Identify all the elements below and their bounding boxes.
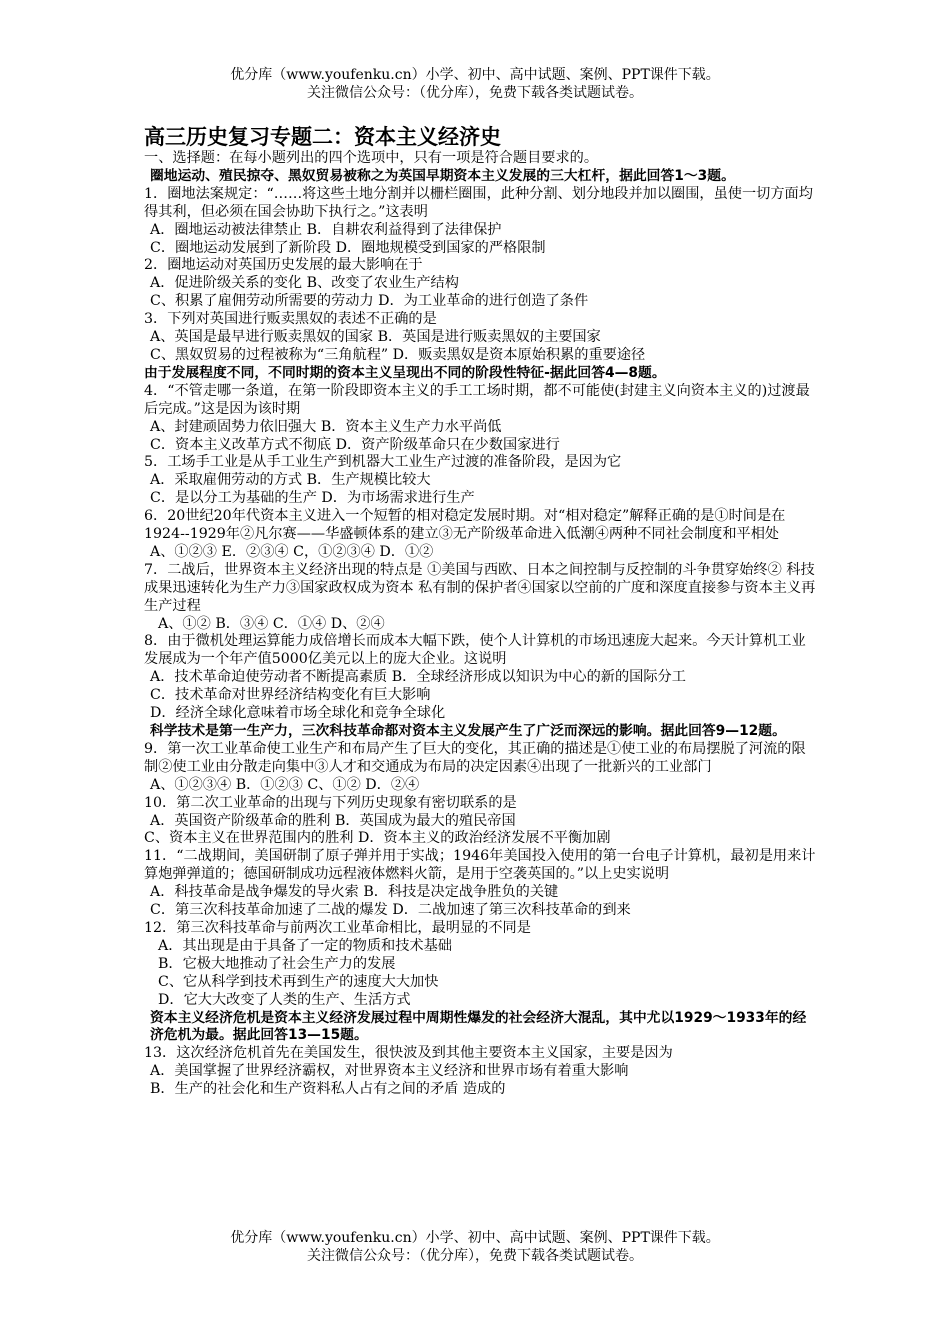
question-13-option-a: A．美国掌握了世界经济霸权，对世界资本主义经济和世界市场有着重大影响 [150,1063,629,1080]
question-9-options: A、①②③④ B．①②③ C、①② D．②④ [150,776,420,793]
question-4: 4．“不管走哪一条道，在第一阶段即资本主义的手工工场时期，都不可能使(封建主义向资本主义的)过渡最后完成。”这是因为该时期 [144,382,810,417]
question-12-option-d: D．它大大改变了人类的生产、生活方式 [158,991,411,1008]
question-7: 7．二战后，世界资本主义经济出现的特点是 ①美国与西欧、日本之间控制与反控制的斗争贯穿始终② 科技成果迅速转化为生产力③国家政权成为资本 私有制的保护者④国家以空前的广度和深度直接参与资本主义再生产过程 [144,561,816,614]
question-12-option-b: B．它极大地推动了社会生产力的发展 [158,955,396,972]
question-10-options-ab: A．英国资产阶级革命的胜利 B．英国成为最大的殖民帝国 [150,812,516,829]
question-3-options-cd: C、黑奴贸易的过程被称为“三角航程” D．贩卖黑奴是资本原始积累的重要途径 [150,346,646,363]
question-4-options-ab: A、封建顽固势力依旧强大 B．资本主义生产力水平尚低 [150,418,502,435]
question-6-options: A、①②③ E．②③④ C，①②③④ D．①② [150,543,434,560]
question-12-option-c: C、它从科学到技术再到生产的速度大大加快 [158,973,439,990]
question-6: 6．20世纪20年代资本主义进入一个短暂的相对稳定发展时期。对“相对稳定”解释正确的是①时间是在1924--1929年②凡尔赛——华盛顿体系的建立③无产阶级革命进入低潮④两种不同社会制度和平相处 [144,508,786,543]
question-1-options-cd: C．圈地运动发展到了新阶段 D．圈地规模受到国家的严格限制 [150,239,546,256]
question-2-options-cd: C、积累了雇佣劳动所需要的劳动力 D．为工业革命的进行创造了条件 [150,293,589,310]
question-11-options-ab: A．科技革命是战争爆发的导火索 B．科技是决定战争胜负的关键 [150,884,559,901]
question-11-options-cd: C．第三次科技革命加速了二战的爆发 D．二战加速了第三次科技革命的到来 [150,902,631,919]
question-9: 9．第一次工业革命使工业生产和布局产生了巨大的变化，其正确的描述是①使工业的布局摆脱了河流的限制②使工业由分散走向集中③人才和交通成为布局的决定因素④出现了一批新兴的工业部门 [144,740,806,775]
question-2: 2．圈地运动对英国历史发展的最大影响在于 [144,257,423,274]
question-13: 13．这次经济危机首先在美国发生，很快波及到其他主要资本主义国家，主要是因为 [144,1045,673,1062]
question-8: 8．由于微机处理运算能力成倍增长而成本大幅下跌，使个人计算机的市场迅速庞大起来。今天计算机工业发展成为一个年产值5000亿美元以上的庞大企业。这说明 [144,633,806,668]
section-intro-2: 由于发展程度不同，不同时期的资本主义呈现出不同的阶段性特征-据此回答4—8题。 [144,364,666,381]
question-5: 5．工场手工业是从手工业生产到机器大工业生产过渡的准备阶段，是因为它 [144,454,622,471]
header-line-2: 关注微信公众号：（优分库），免费下载各类试题试卷。 [307,85,643,101]
section-intro-1: 圈地运动、殖民掠夺、黑奴贸易被称之为英国早期资本主义发展的三大杠杆，据此回答1～3题。 [150,167,735,184]
footer-line-1: 优分库（www.youfenku.cn）小学、初中、高中试题、案例、PPT课件下载。 [230,1230,720,1246]
question-11: 11．“二战期间，美国研制了原子弹并用于实战；1946年美国投入使用的第一台电子计算机，最初是用来计算炮弹弹道的；德国研制成功远程液体燃料火箭，是用于空袭英国的。”以上史实说明 [144,848,816,883]
document-title: 高三历史复习专题二：资本主义经济史 [144,125,501,149]
question-12-option-a: A．其出现是由于具备了一定的物质和技术基础 [158,937,452,954]
question-3-options-ab: A、英国是最早进行贩卖黑奴的国家 B．英国是进行贩卖黑奴的主要国家 [150,329,601,346]
section-intro-3: 科学技术是第一生产力，三次科技革命都对资本主义发展产生了广泛而深远的影响。据此回答9—12题。 [150,723,786,739]
question-4-options-cd: C．资本主义改革方式不彻底 D．资产阶级革命只在少数国家进行 [150,436,560,453]
question-12: 12．第三次科技革命与前两次工业革命相比，最明显的不同是 [144,919,531,936]
question-1-options-ab: A．圈地运动被法律禁止 B．自耕农利益得到了法律保护 [150,221,502,238]
question-8-options-ab: A．技术革命迫使劳动者不断提高素质 B．全球经济形成以知识为中心的新的国际分工 [150,669,686,686]
question-1: 1．圈地法案规定：“……将这些土地分割并以栅栏圈围，此种分割、划分地段并加以圈围，虽使一切方面均得其利，但必须在国会协助下执行之。”这表明 [144,185,813,220]
question-8-option-d: D．经济全球化意味着市场全球化和竞争全球化 [150,705,446,722]
page-header [0,66,950,102]
question-13-option-b: B．生产的社会化和生产资料私人占有之间的矛盾 造成的 [150,1081,506,1098]
question-5-options-cd: C．是以分工为基础的生产 D．为市场需求进行生产 [150,490,475,507]
section-intro-4: 资本主义经济危机是资本主义经济发展过程中周期性爆发的社会经济大混乱，其中尤以1929～1933年的经济危机为最。据此回答13—15题。 [150,1009,807,1044]
question-2-options-ab: A．促进阶级关系的变化 B、改变了农业生产结构 [150,275,459,292]
page-footer [0,1229,950,1265]
question-10: 10．第二次工业革命的出现与下列历史现象有密切联系的是 [144,794,517,811]
question-5-options-ab: A．采取雇佣劳动的方式 B．生产规模比较大 [150,472,431,489]
header-line-1: 优分库（www.youfenku.cn）小学、初中、高中试题、案例、PPT课件下载。 [230,67,720,83]
question-8-option-c: C．技术革命对世界经济结构变化有巨大影响 [150,687,431,704]
footer-line-2: 关注微信公众号：（优分库），免费下载各类试题试卷。 [307,1248,643,1264]
question-10-options-cd: C、资本主义在世界范围内的胜利 D．资本主义的政治经济发展不平衡加剧 [144,830,611,847]
question-7-options: A、①② B．③④ C．①④ D、②④ [158,615,385,632]
question-3: 3．下列对英国进行贩卖黑奴的表述不正确的是 [144,311,437,328]
document-body [144,124,816,1099]
instructions: 一、选择题：在每小题列出的四个选项中，只有一项是符合题目要求的。 [144,150,599,166]
